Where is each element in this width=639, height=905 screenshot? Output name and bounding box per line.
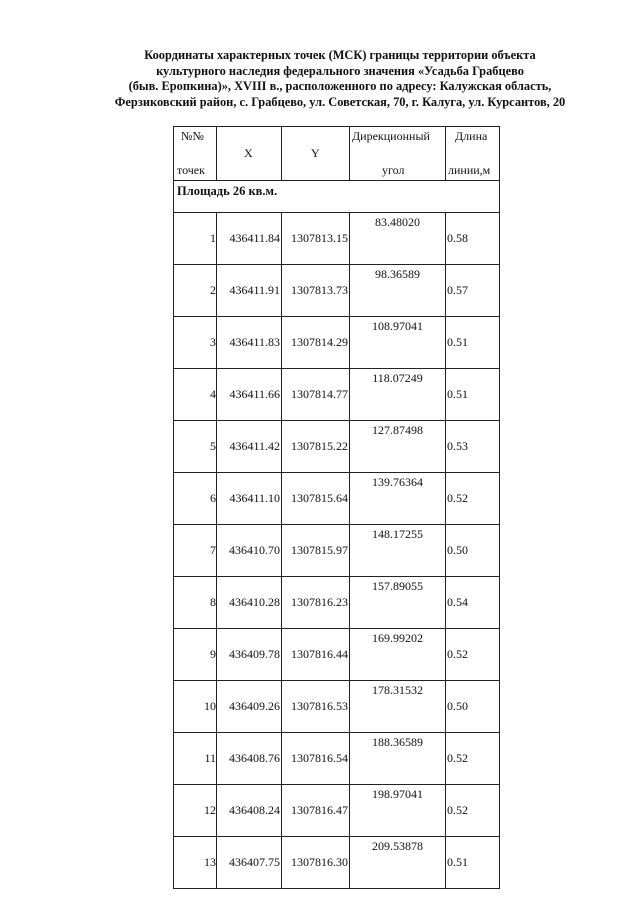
direction-angle-cell: 127.87498 (350, 421, 446, 473)
line-length-cell: 0.52 (446, 733, 500, 785)
point-number-cell: 11 (174, 733, 217, 785)
point-number-cell: 1 (174, 213, 217, 265)
table-row (174, 265, 500, 317)
y-coordinate-cell: 1307815.22 (282, 421, 350, 473)
x-coordinate-cell: 436409.78 (217, 629, 282, 681)
table-row (174, 629, 500, 681)
line-length-cell: 0.53 (446, 421, 500, 473)
direction-angle-cell: 98.36589 (350, 265, 446, 317)
title-line: культурного наследия федерального значения «Усадьба Грабцево (156, 63, 524, 78)
y-coordinate-cell: 1307815.97 (282, 525, 350, 577)
line-length-cell: 0.51 (446, 369, 500, 421)
point-number-cell: 13 (174, 837, 217, 889)
line-length-cell: 0.52 (446, 785, 500, 837)
document-title (40, 48, 639, 110)
header-point-number: №№ точек (174, 127, 217, 181)
direction-angle-cell: 118.07249 (350, 369, 446, 421)
table-row (174, 473, 500, 525)
table-row (174, 213, 500, 265)
table-row (174, 837, 500, 889)
direction-angle-cell: 108.97041 (350, 317, 446, 369)
table-row (174, 577, 500, 629)
x-coordinate-cell: 436410.28 (217, 577, 282, 629)
table-row (174, 681, 500, 733)
direction-angle-cell: 169.99202 (350, 629, 446, 681)
y-coordinate-cell: 1307815.64 (282, 473, 350, 525)
header-x: X (217, 127, 282, 181)
point-number-cell: 8 (174, 577, 217, 629)
title-line: (быв. Еропкина)», XVIII в., расположенного по адресу: Калужская область, (128, 79, 552, 93)
x-coordinate-cell: 436411.42 (217, 421, 282, 473)
x-coordinate-cell: 436411.84 (217, 213, 282, 265)
x-coordinate-cell: 436408.24 (217, 785, 282, 837)
coordinates-table (173, 126, 500, 889)
y-coordinate-cell: 1307816.53 (282, 681, 350, 733)
line-length-cell: 0.57 (446, 265, 500, 317)
point-number-cell: 9 (174, 629, 217, 681)
direction-angle-cell: 148.17255 (350, 525, 446, 577)
table-row (174, 785, 500, 837)
point-number-cell: 12 (174, 785, 217, 837)
direction-angle-cell: 209.53878 (350, 837, 446, 889)
table-row (174, 369, 500, 421)
y-coordinate-cell: 1307814.77 (282, 369, 350, 421)
line-length-cell: 0.52 (446, 473, 500, 525)
point-number-cell: 7 (174, 525, 217, 577)
table-row (174, 733, 500, 785)
x-coordinate-cell: 436410.70 (217, 525, 282, 577)
point-number-cell: 3 (174, 317, 217, 369)
direction-angle-cell: 178.31532 (350, 681, 446, 733)
direction-angle-cell: 139.76364 (350, 473, 446, 525)
y-coordinate-cell: 1307814.29 (282, 317, 350, 369)
header-y: Y (282, 127, 350, 181)
table-row (174, 317, 500, 369)
y-coordinate-cell: 1307816.44 (282, 629, 350, 681)
y-coordinate-cell: 1307816.54 (282, 733, 350, 785)
table-row (174, 421, 500, 473)
line-length-cell: 0.52 (446, 629, 500, 681)
area-label: Площадь 26 кв.м. (174, 181, 500, 213)
x-coordinate-cell: 436407.75 (217, 837, 282, 889)
point-number-cell: 6 (174, 473, 217, 525)
header-line-length: Длина линии,м (446, 127, 500, 181)
direction-angle-cell: 157.89055 (350, 577, 446, 629)
line-length-cell: 0.51 (446, 317, 500, 369)
x-coordinate-cell: 436409.26 (217, 681, 282, 733)
title-line: Координаты характерных точек (МСК) границы территории объекта (144, 48, 536, 62)
line-length-cell: 0.51 (446, 837, 500, 889)
line-length-cell: 0.54 (446, 577, 500, 629)
line-length-cell: 0.50 (446, 525, 500, 577)
x-coordinate-cell: 436411.91 (217, 265, 282, 317)
y-coordinate-cell: 1307813.15 (282, 213, 350, 265)
header-direction-angle: Дирекционный угол (350, 127, 446, 181)
x-coordinate-cell: 436408.76 (217, 733, 282, 785)
direction-angle-cell: 83.48020 (350, 213, 446, 265)
point-number-cell: 10 (174, 681, 217, 733)
point-number-cell: 5 (174, 421, 217, 473)
x-coordinate-cell: 436411.66 (217, 369, 282, 421)
x-coordinate-cell: 436411.83 (217, 317, 282, 369)
y-coordinate-cell: 1307816.30 (282, 837, 350, 889)
line-length-cell: 0.50 (446, 681, 500, 733)
direction-angle-cell: 198.97041 (350, 785, 446, 837)
direction-angle-cell: 188.36589 (350, 733, 446, 785)
y-coordinate-cell: 1307816.23 (282, 577, 350, 629)
point-number-cell: 2 (174, 265, 217, 317)
point-number-cell: 4 (174, 369, 217, 421)
y-coordinate-cell: 1307816.47 (282, 785, 350, 837)
title-line: Ферзиковский район, с. Грабцево, ул. Советская, 70, г. Калуга, ул. Курсантов, 20 (114, 94, 566, 109)
x-coordinate-cell: 436411.10 (217, 473, 282, 525)
line-length-cell: 0.58 (446, 213, 500, 265)
y-coordinate-cell: 1307813.73 (282, 265, 350, 317)
table-row (174, 525, 500, 577)
